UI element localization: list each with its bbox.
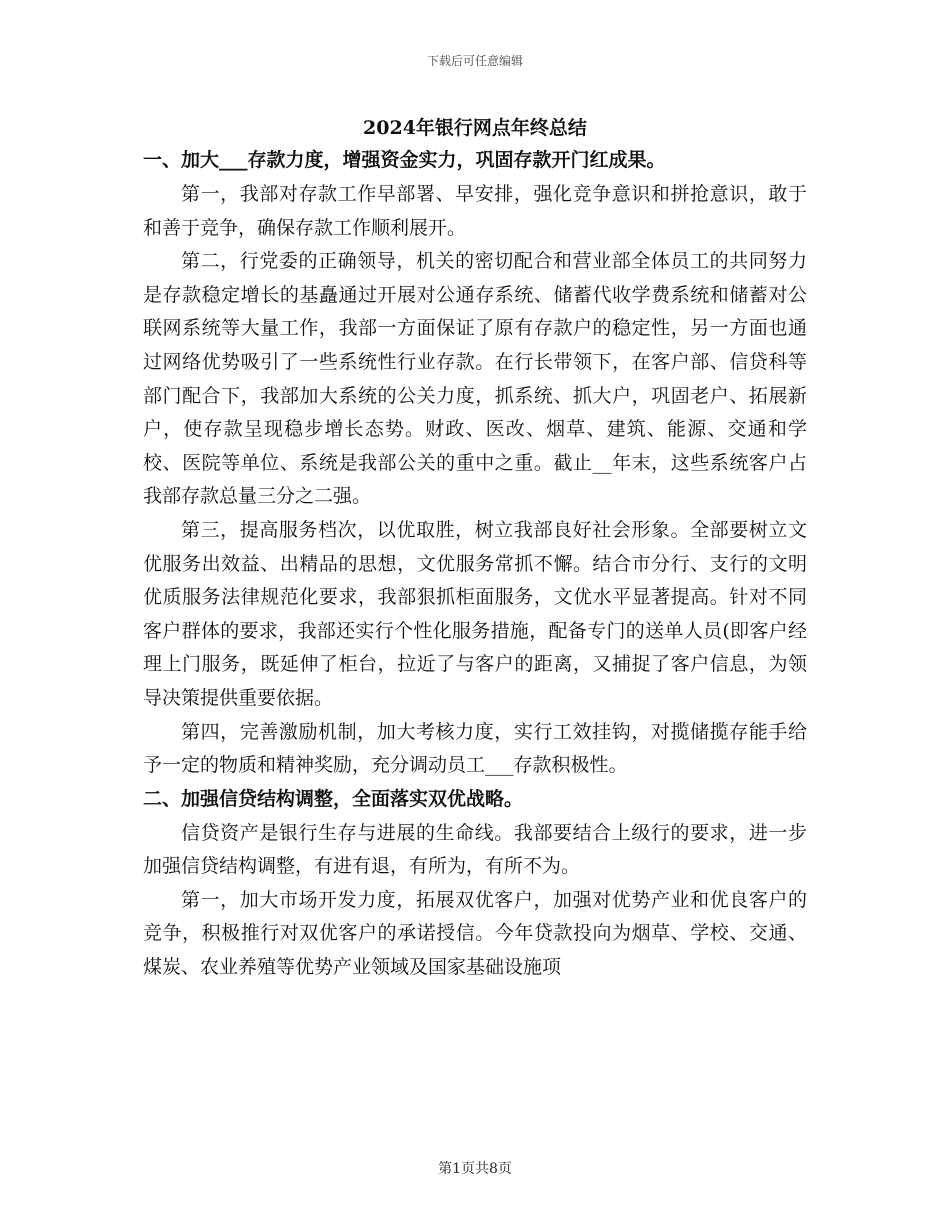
paragraph-4: 第四，完善激励机制，加大考核力度，实行工效挂钩，对揽储揽存能手给予一定的物质和精神奖励，充分调动员工___存款积极性。 [143, 720, 807, 777]
paragraph-3: 第三，提高服务档次，以优取胜，树立我部良好社会形象。全部要树立文优服务出效益、出精品的思想，文优服务常抓不懈。结合市分行、支行的文明优质服务法律规范化要求，我部狠抓柜面服务，文优水平显著提高。针对不同客户群体的要求，我部还实行个性化服务措施，配备专门的送单人员(即客户经理上门服务，既延伸了柜台，拉近了与客户的距离，又捕捉了客户信息，为领导决策提供重要依据。 [143, 518, 807, 709]
paragraph-2: 第二，行党委的正确领导，机关的密切配合和营业部全体员工的共同努力是存款稳定增长的基矗通过开展对公通存系统、储蓄代收学费系统和储蓄对公联网系统等大量工作，我部一方面保证了原有存款户的稳定性，另一方面也通过网络优势吸引了一些系统性行业存款。在行长带领下，在客户部、信贷科等部门配合下，我部加大系统的公关力度，抓系统、抓大户，巩固老户、拓展新户，使存款呈现稳步增长态势。财政、医改、烟草、建筑、能源、交通和学校、医院等单位、系统是我部公关的重中之重。截止__年末，这些系统客户占我部存款总量三分之二强。 [143, 250, 807, 508]
document-title: 2024年银行网点年终总结 [363, 117, 587, 139]
paragraph-5: 信贷资产是银行生存与进展的生命线。我部要结合上级行的要求，进一步加强信贷结构调整，有进有退，有所为，有所不为。 [143, 821, 807, 878]
paragraph-1: 第一，我部对存款工作早部署、早安排，强化竞争意识和拼抢意识，敢于和善于竞争，确保存款工作顺利展开。 [143, 183, 807, 239]
section-heading-2: 二、加强信贷结构调整，全面落实双优战略。 [143, 787, 524, 810]
document-body [143, 112, 807, 985]
page-header-note: 下载后可任意编辑 [426, 54, 523, 68]
section-heading-1: 一、加大___存款力度，增强资金实力，巩固存款开门红成果。 [143, 149, 666, 171]
paragraph-6: 第一，加大市场开发力度，拓展双优客户，加强对优势产业和优良客户的竞争，积极推行对双优客户的承诺授信。今年贷款投向为烟草、学校、交通、煤炭、农业养殖等优势产业领域及国家基础设施项 [143, 888, 807, 979]
page-number-footer: 第1页共8页 [438, 1161, 512, 1177]
